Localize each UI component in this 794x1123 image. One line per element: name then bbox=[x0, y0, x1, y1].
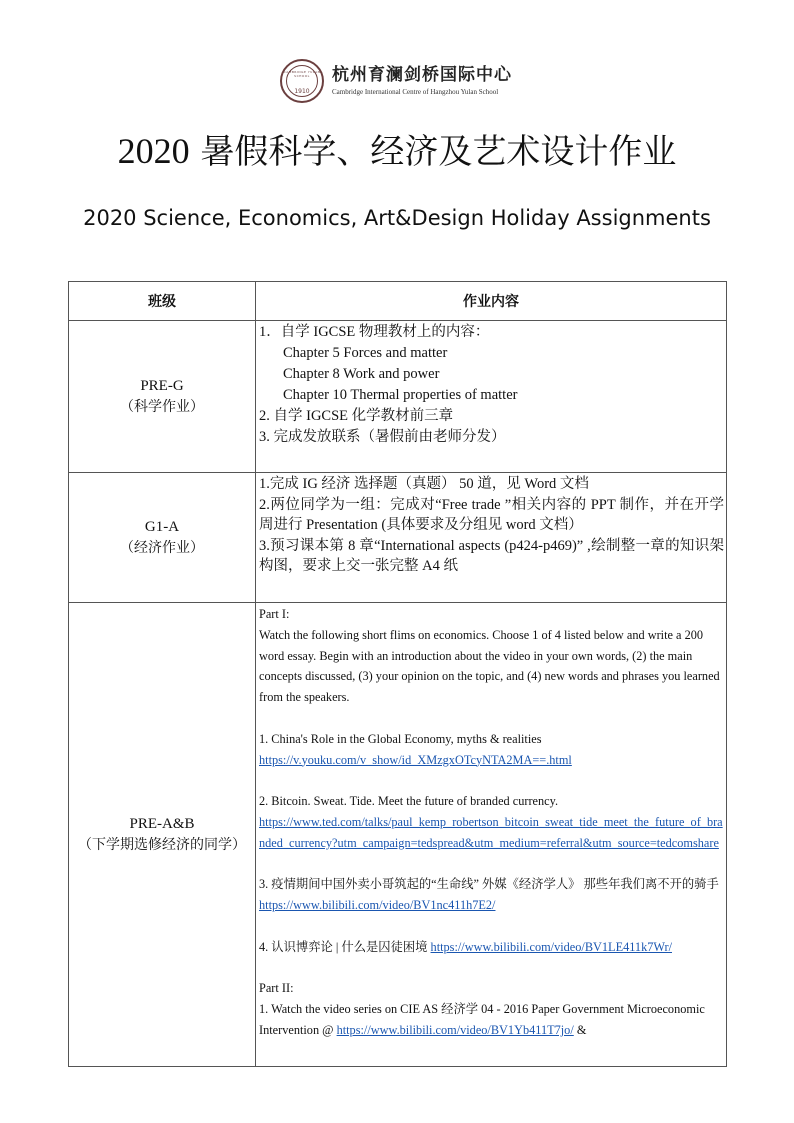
video-item-text: 3. 疫情期间中国外卖小哥筑起的“生命线” 外媒《经济学人》 那些年我们离不开的骑手 bbox=[259, 877, 719, 892]
page-title-en: 2020 Science, Economics, Art&Design Holiday Assignments bbox=[83, 206, 711, 230]
video-item-text: 2. Bitcoin. Sweat. Tide. Meet the future of branded currency. bbox=[259, 794, 559, 809]
content-line: 2. 自学 IGCSE 化学教材前三章 bbox=[259, 408, 454, 424]
content-line: 3.预习课本第 8 章“International aspects (p424-p469)” ,绘制整一章的知识架构图，要求上交一张完整 A4 纸 bbox=[259, 537, 724, 574]
school-name-en: Cambridge International Centre of Hangzhou Yulan School bbox=[332, 88, 499, 96]
part2-tail: & bbox=[573, 1022, 587, 1037]
content-line: Chapter 5 Forces and matter bbox=[283, 345, 448, 361]
class-type: （科学作业） bbox=[120, 398, 204, 415]
assignment-table bbox=[68, 281, 727, 1067]
content-cell bbox=[256, 603, 727, 1067]
seal-year: 1910 bbox=[294, 88, 310, 95]
school-name bbox=[332, 65, 512, 97]
part2-label: Part II: bbox=[259, 981, 294, 996]
table-row bbox=[69, 321, 727, 473]
table-header-row bbox=[69, 282, 727, 321]
video-item-text: 1. China's Role in the Global Economy, myths & realities bbox=[259, 731, 542, 746]
class-code: PRE-A&B bbox=[129, 815, 195, 832]
class-code: G1-A bbox=[144, 518, 180, 535]
table-row bbox=[69, 603, 727, 1067]
content-line: Chapter 8 Work and power bbox=[283, 366, 440, 382]
part2-link[interactable]: https://www.bilibili.com/video/BV1Yb411T7jo/ bbox=[336, 1022, 574, 1037]
part1-label: Part I: bbox=[259, 607, 290, 621]
part1-intro: Watch the following short flims on economics. Choose 1 of 4 listed below and write a 200 word essay. Begin with an introduction about the video in your own words, (2) the main concepts discussed, (3) your opinion on the topic, and (4) new words and phrases you learned from the speakers. bbox=[259, 627, 720, 705]
class-code: PRE-G bbox=[140, 377, 184, 394]
content-cell bbox=[256, 321, 727, 473]
page-title-cn bbox=[0, 126, 794, 177]
school-name-cn: 杭州育澜剑桥国际中心 bbox=[332, 65, 512, 85]
video-link[interactable]: https://www.bilibili.com/video/BV1nc411h7E2/ bbox=[259, 898, 496, 913]
content-line: 1．自学 IGCSE 物理教材上的内容： bbox=[259, 324, 490, 340]
content-line: 2.两位同学为一组：完成对“Free trade ”相关内容的 PPT 制作，并在开学周进行 Presentation (具体要求及分组见 word 文档） bbox=[259, 496, 724, 533]
title-year: 2020 bbox=[117, 131, 190, 171]
content-line: 1.完成 IG 经济 选择题（真题） 50 道，见 Word 文档 bbox=[259, 476, 589, 492]
content-line: Chapter 10 Thermal properties of matter bbox=[283, 387, 518, 403]
seal-ring-text: CAMBRIDGE YULAN SCHOOL bbox=[283, 70, 321, 78]
class-type: （下学期选修经济的同学） bbox=[78, 836, 246, 853]
school-header bbox=[280, 56, 512, 106]
content-cell bbox=[256, 473, 727, 603]
table-row bbox=[69, 473, 727, 603]
video-link[interactable]: https://www.ted.com/talks/paul_kemp_robertson_bitcoin_sweat_tide_meet_the_future_of_branded_currency?utm_campaign=tedspread&utm_medium=referral&utm_source=tedcomshare bbox=[259, 814, 723, 850]
school-seal-logo bbox=[280, 59, 324, 103]
part2-text: 1. Watch the video series on CIE AS 经济学 04 - 2016 Paper Government Microeconomic Intervention @ bbox=[259, 1002, 705, 1037]
class-type: （经济作业） bbox=[120, 539, 204, 556]
title-cn-text: 暑假科学、经济及艺术设计作业 bbox=[189, 132, 677, 172]
video-item-text: 4. 认识博弈论 | 什么是囚徒困境 bbox=[259, 939, 431, 954]
class-cell bbox=[69, 473, 256, 603]
content-line: 3. 完成发放联系（暑假前由老师分发） bbox=[259, 429, 506, 445]
video-link[interactable]: https://www.bilibili.com/video/BV1LE411k7Wr/ bbox=[430, 939, 672, 954]
video-link[interactable]: https://v.youku.com/v_show/id_XMzgxOTcyNTA2MA==.html bbox=[259, 752, 572, 767]
header-class: 班级 bbox=[69, 282, 256, 321]
class-cell bbox=[69, 321, 256, 473]
header-content: 作业内容 bbox=[256, 282, 727, 321]
class-cell bbox=[69, 603, 256, 1067]
